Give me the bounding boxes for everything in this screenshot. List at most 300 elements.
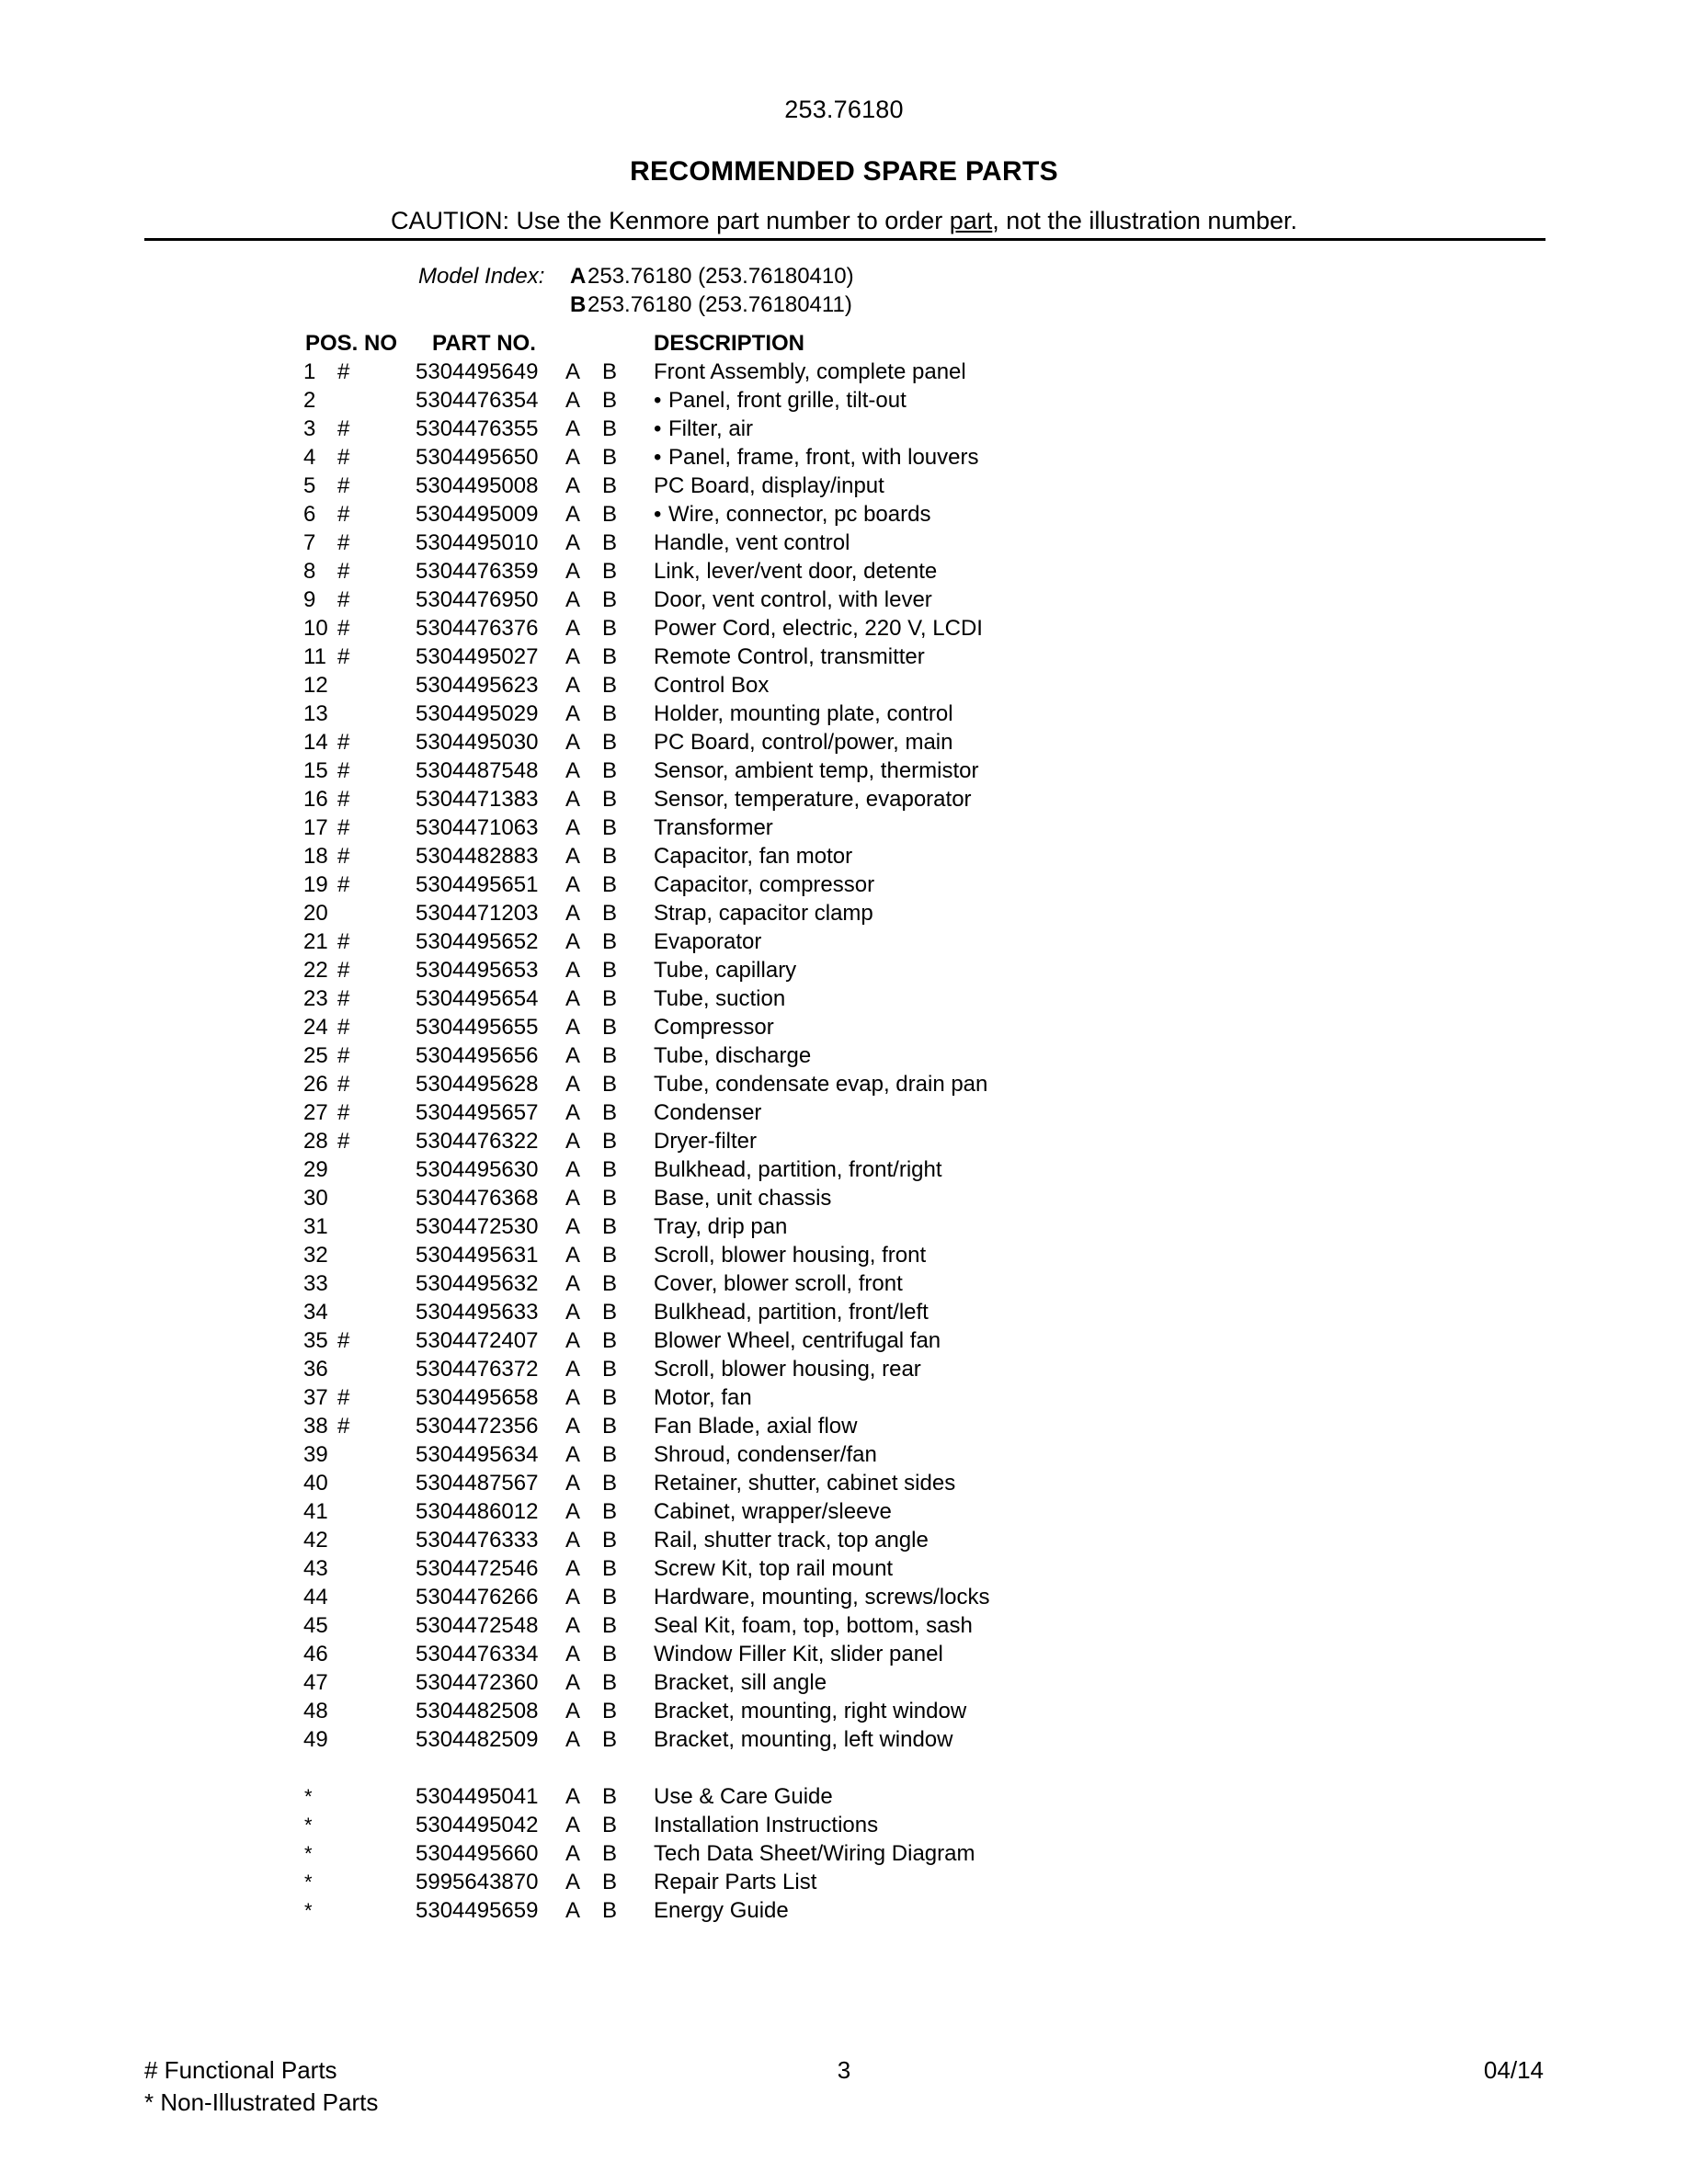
caution-note bbox=[0, 207, 1688, 235]
cell-pos-no bbox=[234, 529, 382, 557]
description-text: Shroud, condenser/fan bbox=[654, 1442, 877, 1467]
table-row bbox=[0, 1668, 1688, 1697]
cell-part-no: 5304487548 bbox=[416, 758, 539, 783]
description-text: Sensor, ambient temp, thermistor bbox=[654, 758, 979, 783]
column-header-pos-no: POS. NO bbox=[305, 331, 398, 356]
cell-description bbox=[654, 984, 785, 1013]
pos-number: 15 bbox=[303, 758, 328, 783]
description-text: Control Box bbox=[654, 673, 770, 698]
cell-description bbox=[654, 529, 850, 557]
cell-description bbox=[654, 1013, 774, 1041]
cell-part-no: 5304471383 bbox=[416, 787, 539, 812]
table-row bbox=[0, 927, 1688, 956]
cell-part-no: 5304495632 bbox=[416, 1271, 539, 1296]
description-text: Wire, connector, pc boards bbox=[668, 502, 931, 527]
cell-part-no: 5304495010 bbox=[416, 530, 539, 555]
cell-pos-no bbox=[234, 984, 382, 1013]
model-index-letter: A bbox=[570, 264, 587, 289]
table-row bbox=[0, 1497, 1688, 1526]
cell-non-illustrated-marker: * bbox=[304, 1785, 313, 1808]
cell-description bbox=[654, 1611, 973, 1640]
description-text: Screw Kit, top rail mount bbox=[654, 1556, 894, 1581]
cell-pos-no bbox=[234, 386, 382, 415]
pos-number: 23 bbox=[303, 986, 328, 1011]
functional-part-marker: # bbox=[337, 844, 350, 869]
cell-pos-no bbox=[234, 899, 382, 927]
cell-description bbox=[654, 1440, 877, 1469]
cell-index-a: A bbox=[565, 815, 581, 840]
functional-part-marker: # bbox=[337, 445, 350, 470]
functional-part-marker: # bbox=[337, 1043, 350, 1068]
pos-number: 40 bbox=[303, 1471, 328, 1496]
cell-part-no: 5304495655 bbox=[416, 1015, 539, 1040]
table-row bbox=[0, 842, 1688, 870]
cell-part-no: 5304495041 bbox=[416, 1784, 539, 1809]
table-row bbox=[0, 1155, 1688, 1184]
cell-index-b: B bbox=[602, 1613, 618, 1638]
cell-index-b: B bbox=[602, 388, 618, 413]
cell-part-no: 5304495633 bbox=[416, 1300, 539, 1325]
pos-number: 49 bbox=[303, 1727, 328, 1752]
cell-part-no: 5304472548 bbox=[416, 1613, 539, 1638]
pos-number: 30 bbox=[303, 1186, 328, 1211]
description-text: Filter, air bbox=[668, 416, 754, 441]
table-row-non-illustrated bbox=[0, 1868, 1688, 1896]
cell-index-b: B bbox=[602, 1642, 618, 1666]
description-text: Tube, condensate evap, drain pan bbox=[654, 1072, 988, 1097]
table-row bbox=[0, 1212, 1688, 1241]
description-text: Scroll, blower housing, rear bbox=[654, 1357, 921, 1382]
cell-non-illustrated-marker: * bbox=[304, 1814, 313, 1837]
cell-index-b: B bbox=[602, 1243, 618, 1268]
cell-index-b: B bbox=[602, 502, 618, 527]
table-row bbox=[0, 1526, 1688, 1554]
cell-index-a: A bbox=[565, 1300, 581, 1325]
cell-index-a: A bbox=[565, 416, 581, 441]
page-number: 3 bbox=[837, 2056, 851, 2084]
cell-description bbox=[654, 614, 983, 643]
cell-index-a: A bbox=[565, 1870, 581, 1894]
cell-pos-no bbox=[234, 586, 382, 614]
cell-index-a: A bbox=[565, 758, 581, 783]
table-row bbox=[0, 1041, 1688, 1070]
description-text: Motor, fan bbox=[654, 1385, 752, 1410]
cell-part-no: 5304472546 bbox=[416, 1556, 539, 1581]
cell-index-a: A bbox=[565, 701, 581, 726]
cell-index-b: B bbox=[602, 901, 618, 926]
cell-pos-no bbox=[234, 671, 382, 700]
functional-part-marker: # bbox=[337, 587, 350, 612]
pos-number: 17 bbox=[303, 815, 328, 840]
table-row bbox=[0, 1725, 1688, 1754]
cell-index-a: A bbox=[565, 958, 581, 983]
pos-number: 22 bbox=[303, 958, 328, 983]
cell-part-no: 5304495656 bbox=[416, 1043, 539, 1068]
functional-part-marker: # bbox=[337, 530, 350, 555]
description-text: Bracket, mounting, left window bbox=[654, 1727, 953, 1752]
table-header-row bbox=[0, 329, 1688, 358]
description-text: Base, unit chassis bbox=[654, 1186, 832, 1211]
description-text: Tray, drip pan bbox=[654, 1214, 788, 1239]
pos-number: 18 bbox=[303, 844, 328, 869]
page-model-number: 253.76180 bbox=[784, 96, 904, 123]
cell-index-a: A bbox=[565, 730, 581, 755]
cell-description bbox=[654, 1298, 929, 1326]
column-header-part-no: PART NO. bbox=[432, 331, 536, 356]
description-text: Scroll, blower housing, front bbox=[654, 1243, 927, 1268]
functional-part-marker: # bbox=[337, 1129, 350, 1154]
cell-index-b: B bbox=[602, 473, 618, 498]
cell-pos-no bbox=[234, 1241, 382, 1269]
description-text: Panel, frame, front, with louvers bbox=[668, 445, 979, 470]
cell-pos-no bbox=[234, 1070, 382, 1098]
pos-number: 29 bbox=[303, 1157, 328, 1182]
description-text: Strap, capacitor clamp bbox=[654, 901, 873, 926]
table-row bbox=[0, 756, 1688, 785]
cell-index-a: A bbox=[565, 1157, 581, 1182]
cell-part-no: 5995643870 bbox=[416, 1870, 539, 1894]
pos-number: 24 bbox=[303, 1015, 328, 1040]
cell-part-no: 5304495042 bbox=[416, 1813, 539, 1837]
cell-description bbox=[654, 756, 978, 785]
cell-index-a: A bbox=[565, 473, 581, 498]
cell-index-a: A bbox=[565, 1186, 581, 1211]
cell-index-b: B bbox=[602, 1499, 618, 1524]
table-row bbox=[0, 785, 1688, 813]
description-text: Tube, capillary bbox=[654, 958, 797, 983]
cell-part-no: 5304476376 bbox=[416, 616, 539, 641]
cell-index-b: B bbox=[602, 986, 618, 1011]
cell-index-b: B bbox=[602, 844, 618, 869]
description-text: Bulkhead, partition, front/left bbox=[654, 1300, 929, 1325]
cell-description bbox=[654, 927, 761, 956]
description-text: Tube, suction bbox=[654, 986, 786, 1011]
cell-description bbox=[654, 842, 852, 870]
cell-index-b: B bbox=[602, 1670, 618, 1695]
cell-pos-no bbox=[234, 443, 382, 472]
cell-description bbox=[654, 1583, 989, 1611]
cell-part-no: 5304472530 bbox=[416, 1214, 539, 1239]
description-text: Transformer bbox=[654, 815, 773, 840]
cell-index-a: A bbox=[565, 1556, 581, 1581]
cell-description bbox=[654, 899, 873, 927]
table-row bbox=[0, 586, 1688, 614]
cell-pos-no bbox=[234, 1041, 382, 1070]
cell-index-a: A bbox=[565, 929, 581, 954]
cell-pos-no bbox=[234, 1383, 382, 1412]
cell-pos-no bbox=[234, 813, 382, 842]
cell-index-a: A bbox=[565, 901, 581, 926]
table-row bbox=[0, 1127, 1688, 1155]
cell-part-no: 5304471063 bbox=[416, 815, 539, 840]
cell-part-no: 5304495654 bbox=[416, 986, 539, 1011]
description-text: Sensor, temperature, evaporator bbox=[654, 787, 972, 812]
pos-number: 48 bbox=[303, 1699, 328, 1723]
cell-part-no: 5304495029 bbox=[416, 701, 539, 726]
cell-description bbox=[654, 1326, 941, 1355]
cell-index-a: A bbox=[565, 1072, 581, 1097]
cell-index-b: B bbox=[602, 1528, 618, 1553]
description-text: Handle, vent control bbox=[654, 530, 850, 555]
pos-number: 31 bbox=[303, 1214, 328, 1239]
description-text: Holder, mounting plate, control bbox=[654, 701, 953, 726]
cell-description: Installation Instructions bbox=[654, 1813, 879, 1837]
functional-part-marker: # bbox=[337, 1385, 350, 1410]
page-footer bbox=[0, 2054, 1688, 2128]
cell-description: Repair Parts List bbox=[654, 1870, 817, 1894]
functional-part-marker: # bbox=[337, 1015, 350, 1040]
cell-part-no: 5304471203 bbox=[416, 901, 539, 926]
cell-pos-no bbox=[234, 1155, 382, 1184]
cell-description bbox=[654, 1355, 921, 1383]
cell-part-no: 5304495659 bbox=[416, 1898, 539, 1923]
table-row bbox=[0, 1355, 1688, 1383]
cell-part-no: 5304495660 bbox=[416, 1841, 539, 1866]
pos-number: 33 bbox=[303, 1271, 328, 1296]
table-row bbox=[0, 899, 1688, 927]
cell-index-b: B bbox=[602, 872, 618, 897]
column-header-description: DESCRIPTION bbox=[654, 331, 805, 356]
cell-index-b: B bbox=[602, 359, 618, 384]
cell-part-no: 5304476372 bbox=[416, 1357, 539, 1382]
cell-description bbox=[654, 1554, 893, 1583]
cell-description bbox=[654, 1640, 943, 1668]
cell-description: Energy Guide bbox=[654, 1898, 789, 1923]
cell-index-a: A bbox=[565, 1214, 581, 1239]
pos-number: 35 bbox=[303, 1328, 328, 1353]
functional-part-marker: # bbox=[337, 1100, 350, 1125]
cell-index-b: B bbox=[602, 1100, 618, 1125]
description-text: Compressor bbox=[654, 1015, 774, 1040]
cell-index-b: B bbox=[602, 1157, 618, 1182]
pos-number: 12 bbox=[303, 673, 328, 698]
cell-description bbox=[654, 671, 769, 700]
table-row bbox=[0, 614, 1688, 643]
cell-part-no: 5304495649 bbox=[416, 359, 539, 384]
table-row bbox=[0, 1469, 1688, 1497]
cell-description bbox=[654, 1212, 787, 1241]
cell-pos-no bbox=[234, 472, 382, 500]
revision-date: 04/14 bbox=[1483, 2056, 1544, 2084]
cell-index-b: B bbox=[602, 530, 618, 555]
cell-index-b: B bbox=[602, 815, 618, 840]
cell-part-no: 5304472356 bbox=[416, 1414, 539, 1439]
description-text: Door, vent control, with lever bbox=[654, 587, 932, 612]
legend-functional-parts: # Functional Parts bbox=[144, 2056, 337, 2084]
cell-pos-no bbox=[234, 1013, 382, 1041]
cell-part-no: 5304476355 bbox=[416, 416, 539, 441]
functional-part-marker: # bbox=[337, 1414, 350, 1439]
cell-description bbox=[654, 557, 937, 586]
functional-part-marker: # bbox=[337, 644, 350, 669]
pos-number: 21 bbox=[303, 929, 328, 954]
cell-pos-no bbox=[234, 756, 382, 785]
cell-pos-no bbox=[234, 728, 382, 756]
description-text: Panel, front grille, tilt-out bbox=[668, 388, 907, 413]
description-text: Rail, shutter track, top angle bbox=[654, 1528, 929, 1553]
description-text: Remote Control, transmitter bbox=[654, 644, 925, 669]
table-row bbox=[0, 870, 1688, 899]
cell-pos-no bbox=[234, 1725, 382, 1754]
description-text: Cover, blower scroll, front bbox=[654, 1271, 903, 1296]
cell-part-no: 5304495653 bbox=[416, 958, 539, 983]
pos-number: 13 bbox=[303, 701, 328, 726]
pos-number: 39 bbox=[303, 1442, 328, 1467]
cell-pos-no bbox=[234, 614, 382, 643]
description-text: Fan Blade, axial flow bbox=[654, 1414, 858, 1439]
cell-pos-no bbox=[234, 1127, 382, 1155]
description-text: Link, lever/vent door, detente bbox=[654, 559, 938, 584]
cell-index-b: B bbox=[602, 929, 618, 954]
cell-index-a: A bbox=[565, 530, 581, 555]
cell-index-b: B bbox=[602, 1442, 618, 1467]
cell-pos-no bbox=[234, 1326, 382, 1355]
cell-description bbox=[654, 472, 884, 500]
cell-index-b: B bbox=[602, 1898, 618, 1923]
cell-part-no: 5304495650 bbox=[416, 445, 539, 470]
table-row bbox=[0, 1098, 1688, 1127]
table-row bbox=[0, 1184, 1688, 1212]
description-text: Capacitor, fan motor bbox=[654, 844, 853, 869]
cell-part-no: 5304472407 bbox=[416, 1328, 539, 1353]
cell-part-no: 5304482509 bbox=[416, 1727, 539, 1752]
cell-index-a: A bbox=[565, 616, 581, 641]
functional-part-marker: # bbox=[337, 416, 350, 441]
cell-pos-no bbox=[234, 1469, 382, 1497]
cell-part-no: 5304495009 bbox=[416, 502, 539, 527]
cell-description bbox=[654, 1526, 929, 1554]
table-row-non-illustrated bbox=[0, 1839, 1688, 1868]
cell-part-no: 5304495630 bbox=[416, 1157, 539, 1182]
cell-description bbox=[654, 1241, 926, 1269]
pos-number: 26 bbox=[303, 1072, 328, 1097]
cell-pos-no bbox=[234, 1640, 382, 1668]
cell-index-b: B bbox=[602, 1585, 618, 1610]
cell-part-no: 5304482883 bbox=[416, 844, 539, 869]
functional-part-marker: # bbox=[337, 815, 350, 840]
cell-index-b: B bbox=[602, 587, 618, 612]
cell-description bbox=[654, 643, 925, 671]
cell-description bbox=[654, 386, 907, 415]
functional-part-marker: # bbox=[337, 958, 350, 983]
cell-index-a: A bbox=[565, 1585, 581, 1610]
pos-number: 10 bbox=[303, 616, 328, 641]
functional-part-marker: # bbox=[337, 359, 350, 384]
cell-index-b: B bbox=[602, 1271, 618, 1296]
cell-pos-no bbox=[234, 1440, 382, 1469]
cell-index-a: A bbox=[565, 1357, 581, 1382]
table-row bbox=[0, 1583, 1688, 1611]
cell-index-a: A bbox=[565, 1613, 581, 1638]
cell-part-no: 5304495030 bbox=[416, 730, 539, 755]
cell-pos-no bbox=[234, 1212, 382, 1241]
cell-index-a: A bbox=[565, 1528, 581, 1553]
cell-description bbox=[654, 1269, 903, 1298]
pos-number: 28 bbox=[303, 1129, 328, 1154]
cell-index-a: A bbox=[565, 1100, 581, 1125]
cell-description bbox=[654, 1668, 827, 1697]
pos-number: 14 bbox=[303, 730, 328, 755]
cell-pos-no bbox=[234, 1497, 382, 1526]
cell-index-a: A bbox=[565, 1670, 581, 1695]
cell-index-b: B bbox=[602, 958, 618, 983]
cell-index-a: A bbox=[565, 1043, 581, 1068]
cell-index-b: B bbox=[602, 1214, 618, 1239]
subcomponent-bullet-icon: • bbox=[654, 502, 662, 527]
cell-pos-no bbox=[234, 1298, 382, 1326]
pos-number: 1 bbox=[303, 359, 316, 384]
cell-pos-no bbox=[234, 1611, 382, 1640]
cell-description bbox=[654, 1070, 987, 1098]
cell-index-b: B bbox=[602, 1015, 618, 1040]
model-index-label: Model Index: bbox=[418, 264, 545, 289]
cell-description: Use & Care Guide bbox=[654, 1784, 833, 1809]
cell-index-b: B bbox=[602, 1841, 618, 1866]
cell-description bbox=[654, 1155, 942, 1184]
cell-index-a: A bbox=[565, 1471, 581, 1496]
cell-index-b: B bbox=[602, 644, 618, 669]
cell-description bbox=[654, 1127, 757, 1155]
cell-pos-no bbox=[234, 358, 382, 386]
pos-number: 20 bbox=[303, 901, 328, 926]
cell-index-a: A bbox=[565, 1243, 581, 1268]
pos-number: 42 bbox=[303, 1528, 328, 1553]
cell-index-a: A bbox=[565, 1271, 581, 1296]
pos-number: 19 bbox=[303, 872, 328, 897]
subcomponent-bullet-icon: • bbox=[654, 416, 662, 441]
caution-underlined-word: part bbox=[949, 207, 993, 234]
table-row bbox=[0, 529, 1688, 557]
functional-part-marker: # bbox=[337, 1072, 350, 1097]
cell-part-no: 5304495628 bbox=[416, 1072, 539, 1097]
cell-description bbox=[654, 956, 796, 984]
pos-number: 44 bbox=[303, 1585, 328, 1610]
cell-part-no: 5304495634 bbox=[416, 1442, 539, 1467]
cell-non-illustrated-marker: * bbox=[304, 1842, 313, 1865]
cell-description: Tech Data Sheet/Wiring Diagram bbox=[654, 1841, 975, 1866]
description-text: PC Board, display/input bbox=[654, 473, 884, 498]
cell-index-a: A bbox=[565, 359, 581, 384]
cell-part-no: 5304495027 bbox=[416, 644, 539, 669]
cell-index-b: B bbox=[602, 1186, 618, 1211]
table-row bbox=[0, 1697, 1688, 1725]
page-title: RECOMMENDED SPARE PARTS bbox=[630, 156, 1058, 187]
description-text: Dryer-filter bbox=[654, 1129, 757, 1154]
table-row bbox=[0, 643, 1688, 671]
cell-index-b: B bbox=[602, 1870, 618, 1894]
cell-description bbox=[654, 870, 874, 899]
functional-part-marker: # bbox=[337, 758, 350, 783]
pos-number: 34 bbox=[303, 1300, 328, 1325]
description-text: Bracket, mounting, right window bbox=[654, 1699, 967, 1723]
cell-pos-no bbox=[234, 956, 382, 984]
table-row bbox=[0, 1070, 1688, 1098]
cell-index-b: B bbox=[602, 1784, 618, 1809]
model-index-value: 253.76180 (253.76180410) bbox=[587, 264, 854, 289]
cell-index-b: B bbox=[602, 1556, 618, 1581]
pos-number: 25 bbox=[303, 1043, 328, 1068]
cell-index-a: A bbox=[565, 502, 581, 527]
cell-part-no: 5304495658 bbox=[416, 1385, 539, 1410]
cell-index-a: A bbox=[565, 1015, 581, 1040]
pos-number: 6 bbox=[303, 502, 316, 527]
pos-number: 32 bbox=[303, 1243, 328, 1268]
cell-index-b: B bbox=[602, 1385, 618, 1410]
table-row-non-illustrated bbox=[0, 1811, 1688, 1839]
cell-pos-no bbox=[234, 1098, 382, 1127]
cell-index-a: A bbox=[565, 673, 581, 698]
model-index-row bbox=[418, 262, 854, 290]
